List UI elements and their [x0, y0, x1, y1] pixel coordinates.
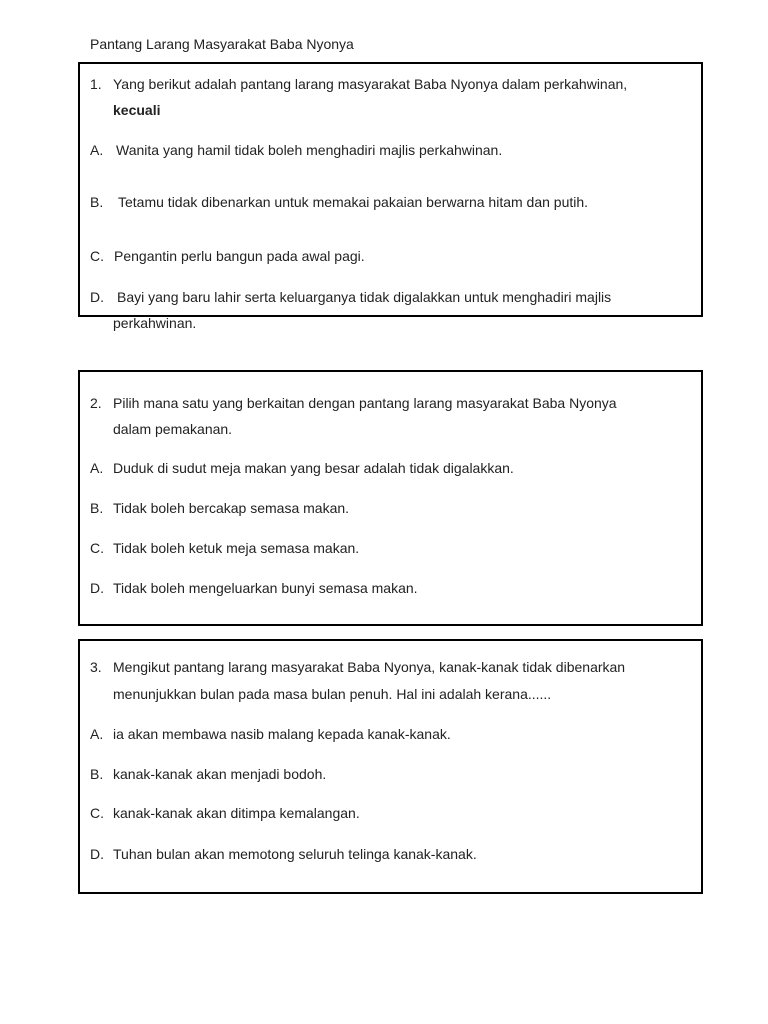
- option-letter: A.: [90, 726, 104, 742]
- option-text: Tidak boleh ketuk meja semasa makan.: [113, 540, 360, 556]
- question-number: 2.: [90, 395, 102, 411]
- option-text: ia akan membawa nasib malang kepada kanak-kanak.: [113, 726, 451, 742]
- option-text: Tuhan bulan akan memotong seluruh telinga kanak-kanak.: [113, 846, 477, 862]
- option-text: Wanita yang hamil tidak boleh menghadiri majlis perkahwinan.: [116, 142, 503, 158]
- option-letter: A.: [90, 460, 104, 476]
- option-text: Bayi yang baru lahir serta keluarganya tidak digalakkan untuk menghadiri majlis: [117, 289, 612, 305]
- option-text: Duduk di sudut meja makan yang besar adalah tidak digalakkan.: [113, 460, 514, 476]
- question-number: 1.: [90, 76, 102, 92]
- option-text: Pengantin perlu bangun pada awal pagi.: [114, 248, 365, 264]
- question-stem-line: dalam pemakanan.: [113, 421, 233, 437]
- question-number: 3.: [90, 659, 102, 675]
- question-stem-line: menunjukkan bulan pada masa bulan penuh. Hal ini adalah kerana......: [113, 686, 552, 702]
- option-text: kanak-kanak akan ditimpa kemalangan.: [113, 805, 360, 821]
- question-stem-line: Pilih mana satu yang berkaitan dengan pantang larang masyarakat Baba Nyonya: [113, 395, 617, 411]
- option-text-continuation: perkahwinan.: [113, 315, 197, 331]
- option-text: kanak-kanak akan menjadi bodoh.: [113, 766, 327, 782]
- question-stem-line: Mengikut pantang larang masyarakat Baba Nyonya, kanak-kanak tidak dibenarkan: [113, 659, 626, 675]
- option-text: Tidak boleh mengeluarkan bunyi semasa makan.: [113, 580, 418, 596]
- option-letter: A.: [90, 142, 104, 158]
- question-stem-line: Yang berikut adalah pantang larang masyarakat Baba Nyonya dalam perkahwinan,: [113, 76, 628, 92]
- option-letter: D.: [90, 289, 104, 305]
- option-letter: D.: [90, 580, 104, 596]
- option-text: Tetamu tidak dibenarkan untuk memakai pakaian berwarna hitam dan putih.: [118, 194, 589, 210]
- option-letter: B.: [90, 766, 104, 782]
- option-letter: C.: [90, 805, 104, 821]
- option-letter: C.: [90, 248, 104, 264]
- option-letter: B.: [90, 500, 104, 516]
- question-box-1: [78, 62, 703, 317]
- option-letter: C.: [90, 540, 104, 556]
- option-letter: B.: [90, 194, 104, 210]
- question-stem-keyword: kecuali: [113, 102, 161, 118]
- option-text: Tidak boleh bercakap semasa makan.: [113, 500, 350, 516]
- page-title: Pantang Larang Masyarakat Baba Nyonya: [90, 36, 354, 52]
- option-letter: D.: [90, 846, 104, 862]
